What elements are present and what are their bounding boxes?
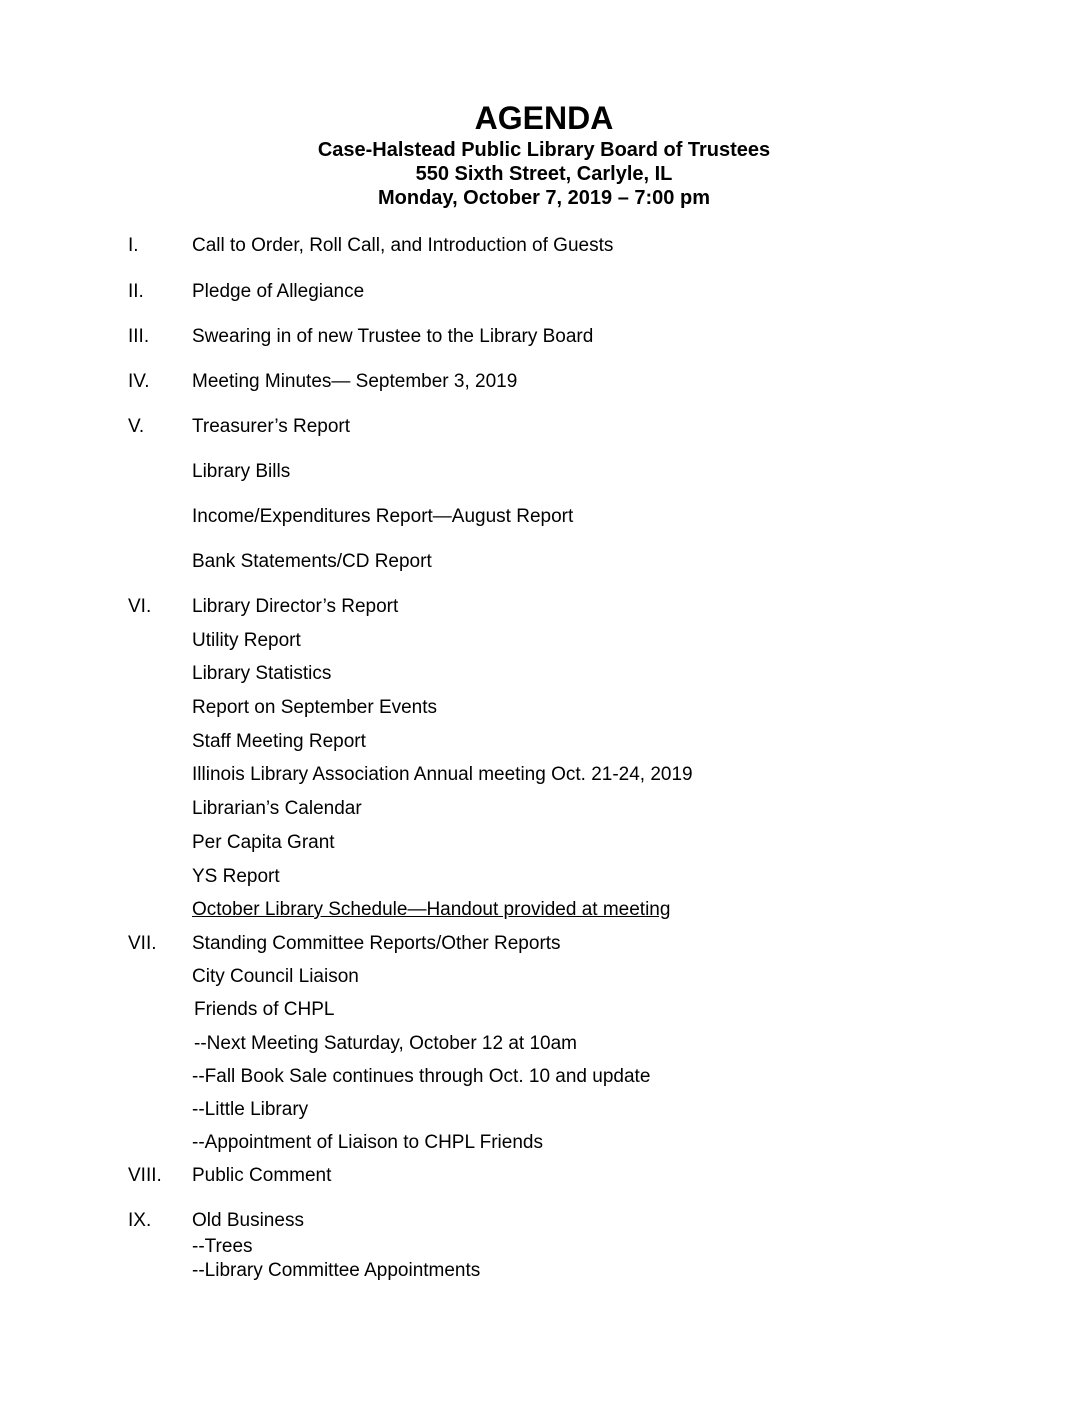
section-number: IV. bbox=[128, 371, 150, 392]
section-title: Old Business bbox=[192, 1210, 304, 1231]
agenda-subitem: Bank Statements/CD Report bbox=[192, 551, 432, 572]
agenda-subitem: October Library Schedule—Handout provided at meeting bbox=[192, 899, 671, 920]
section-number: IX. bbox=[128, 1210, 152, 1231]
organization-name: Case-Halstead Public Library Board of Trustees bbox=[317, 139, 771, 161]
section-title: Call to Order, Roll Call, and Introduction of Guests bbox=[192, 235, 614, 256]
section-number: V. bbox=[128, 416, 145, 437]
section-title: Swearing in of new Trustee to the Library Board bbox=[192, 326, 594, 347]
section-number: VIII. bbox=[128, 1165, 162, 1186]
section-title: Library Director’s Report bbox=[192, 596, 399, 617]
agenda-subitem: --Next Meeting Saturday, October 12 at 10am bbox=[194, 1033, 577, 1054]
agenda-subitem: Illinois Library Association Annual meeting Oct. 21-24, 2019 bbox=[192, 764, 693, 785]
meeting-address: 550 Sixth Street, Carlyle, IL bbox=[415, 163, 673, 185]
agenda-subitem: Utility Report bbox=[192, 630, 301, 651]
section-number: II. bbox=[128, 281, 144, 302]
agenda-subitem: City Council Liaison bbox=[192, 966, 359, 987]
agenda-subitem: --Trees bbox=[192, 1236, 253, 1257]
agenda-subitem: Librarian’s Calendar bbox=[192, 798, 362, 819]
section-title: Pledge of Allegiance bbox=[192, 281, 365, 302]
agenda-subitem: Staff Meeting Report bbox=[192, 731, 366, 752]
section-number: VI. bbox=[128, 596, 152, 617]
agenda-subitem: Per Capita Grant bbox=[192, 832, 335, 853]
agenda-subitem: Library Statistics bbox=[192, 663, 332, 684]
agenda-subitem: Income/Expenditures Report—August Report bbox=[192, 506, 574, 527]
page-title: AGENDA bbox=[474, 100, 614, 136]
section-title: Public Comment bbox=[192, 1165, 332, 1186]
agenda-subitem: --Library Committee Appointments bbox=[192, 1260, 481, 1281]
agenda-subitem: Library Bills bbox=[192, 461, 291, 482]
section-number: III. bbox=[128, 326, 150, 347]
agenda-subitem: --Little Library bbox=[192, 1099, 309, 1120]
section-number: VII. bbox=[128, 933, 157, 954]
section-title: Treasurer’s Report bbox=[192, 416, 351, 437]
section-title: Meeting Minutes— September 3, 2019 bbox=[192, 371, 518, 392]
agenda-subitem: YS Report bbox=[192, 866, 280, 887]
agenda-subitem: --Appointment of Liaison to CHPL Friends bbox=[192, 1132, 543, 1153]
meeting-datetime: Monday, October 7, 2019 – 7:00 pm bbox=[378, 187, 710, 209]
agenda-subitem: Report on September Events bbox=[192, 697, 438, 718]
agenda-subitem: Friends of CHPL bbox=[194, 999, 335, 1020]
agenda-subitem: --Fall Book Sale continues through Oct. 10 and update bbox=[192, 1066, 651, 1087]
section-title: Standing Committee Reports/Other Reports bbox=[192, 933, 561, 954]
section-number: I. bbox=[128, 235, 139, 256]
